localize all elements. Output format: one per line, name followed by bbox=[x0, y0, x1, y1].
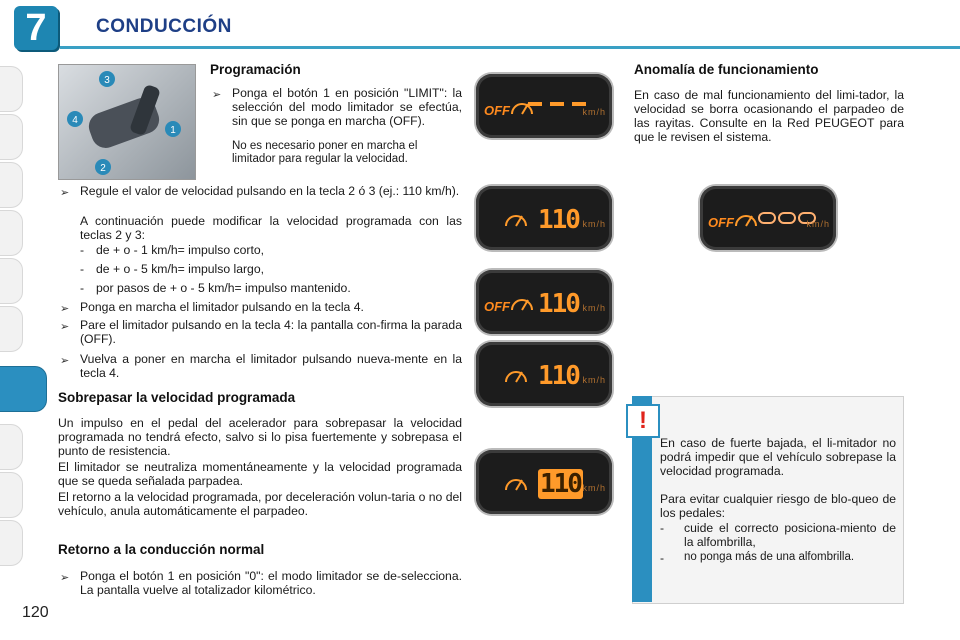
speed-step-short: de + o - 1 km/h= impulso corto, bbox=[96, 243, 264, 257]
display-off-fault: OFF km/h bbox=[700, 186, 836, 250]
page-number: 120 bbox=[22, 604, 49, 621]
programacion-step-4: Pare el limitador pulsando en la tecla 4: la pantalla con-firma la parada (OFF). bbox=[80, 318, 462, 346]
bullet-icon: ➢ bbox=[60, 355, 70, 367]
svg-text:2: 2 bbox=[100, 163, 106, 174]
speed-dashes bbox=[528, 102, 586, 106]
svg-text:1: 1 bbox=[170, 125, 176, 136]
chapter-tab[interactable] bbox=[0, 520, 23, 566]
display-speed-blinking: 110 km/h bbox=[476, 450, 612, 514]
header-rule bbox=[60, 46, 960, 49]
chapter-tab-active[interactable] bbox=[0, 366, 47, 412]
programacion-step-5: Vuelva a poner en marcha el limitador pulsando nueva-mente en la tecla 4. bbox=[80, 352, 462, 380]
sobrepasar-paragraph-2: El limitador se neutraliza momentáneamente y la velocidad programada que se queda señalada parpadea. bbox=[58, 460, 462, 488]
speedometer-icon bbox=[504, 208, 528, 228]
speedometer-icon bbox=[504, 472, 528, 492]
programacion-step-3: Ponga en marcha el limitador pulsando en la tecla 4. bbox=[80, 300, 364, 314]
svg-text:3: 3 bbox=[104, 75, 110, 86]
stalk-drawing bbox=[59, 65, 195, 179]
bullet-icon: ➢ bbox=[60, 303, 70, 315]
speed-step-long: de + o - 5 km/h= impulso largo, bbox=[96, 262, 265, 276]
anomalia-text: En caso de mal funcionamiento del limi-tador, la velocidad se borra ocasionando el parpadeo de las rayitas. Consulte en la Red PEUGEOT para que le revisen el sistema. bbox=[634, 88, 904, 144]
speed-step-held: por pasos de + o - 5 km/h= impulso mantenido. bbox=[96, 281, 351, 295]
warning-dash-2: no ponga más de una alfombrilla. bbox=[684, 551, 855, 563]
svg-text:4: 4 bbox=[72, 115, 78, 126]
bullet-icon: ➢ bbox=[212, 89, 222, 101]
chapter-title: CONDUCCIÓN bbox=[96, 16, 232, 37]
speedometer-icon bbox=[510, 292, 534, 312]
programacion-step-1-note: No es necesario poner en marcha el limitador para regular la velocidad. bbox=[232, 140, 418, 165]
programacion-step-2: Regule el valor de velocidad pulsando en la tecla 2 ó 3 (ej.: 110 km/h). bbox=[80, 184, 460, 198]
chapter-tab[interactable] bbox=[0, 162, 23, 208]
programacion-step-2-cont: A continuación puede modificar la velocidad programada con las teclas 2 y 3: bbox=[80, 214, 462, 242]
section-title-programacion: Programación bbox=[210, 62, 301, 77]
display-speed-active: 110 km/h bbox=[476, 342, 612, 406]
chapter-tab[interactable] bbox=[0, 472, 23, 518]
sobrepasar-paragraph-1: Un impulso en el pedal del acelerador para sobrepasar la velocidad programada no tendrá efecto, salvo si lo pisa fuertemente y sobrepasa el punto de resistencia. bbox=[58, 416, 462, 458]
section-title-retorno: Retorno a la conducción normal bbox=[58, 542, 265, 557]
speedometer-icon bbox=[504, 364, 528, 384]
chapter-tab[interactable] bbox=[0, 114, 23, 160]
bullet-icon: ➢ bbox=[60, 321, 70, 333]
speedometer-icon bbox=[734, 208, 758, 228]
retorno-step: Ponga el botón 1 en posición "0": el modo limitador se de-selecciona. La pantalla vuelve al totalizador kilométrico. bbox=[80, 569, 462, 597]
warning-dash-1: cuide el correcto posiciona-miento de la alfombrilla, bbox=[684, 521, 896, 549]
warning-paragraph-1: En caso de fuerte bajada, el li-mitador no podrá impedir que el vehículo sobrepase la velocidad programada. bbox=[660, 436, 896, 478]
programacion-step-1: Ponga el botón 1 en posición "LIMIT": la selección del modo limitador se efectúa, sin que se ponga en marcha (OFF). bbox=[232, 86, 462, 128]
bullet-icon: ➢ bbox=[60, 187, 70, 199]
chapter-tab[interactable] bbox=[0, 306, 23, 352]
section-title-anomalia: Anomalía de funcionamiento bbox=[634, 62, 819, 77]
section-title-sobrepasar: Sobrepasar la velocidad programada bbox=[58, 390, 296, 405]
chapter-tab[interactable] bbox=[0, 210, 23, 256]
sobrepasar-paragraph-3: El retorno a la velocidad programada, por deceleración volun-taria o no del vehículo, anula automáticamente el parpadeo. bbox=[58, 490, 462, 518]
chapter-number-badge: 7 bbox=[14, 6, 58, 50]
warning-icon: ! bbox=[626, 404, 660, 438]
bullet-icon: ➢ bbox=[60, 572, 70, 584]
display-speed-set: 110 km/h bbox=[476, 186, 612, 250]
limiter-stalk-illustration bbox=[58, 64, 196, 180]
speedometer-icon bbox=[510, 96, 534, 116]
display-off-dashes: OFF km/h bbox=[476, 74, 612, 138]
chapter-tab[interactable] bbox=[0, 424, 23, 470]
chapter-tab[interactable] bbox=[0, 66, 23, 112]
display-off-speed: OFF 110 km/h bbox=[476, 270, 612, 334]
warning-paragraph-2: Para evitar cualquier riesgo de blo-queo de los pedales: bbox=[660, 492, 896, 520]
chapter-tab[interactable] bbox=[0, 258, 23, 304]
